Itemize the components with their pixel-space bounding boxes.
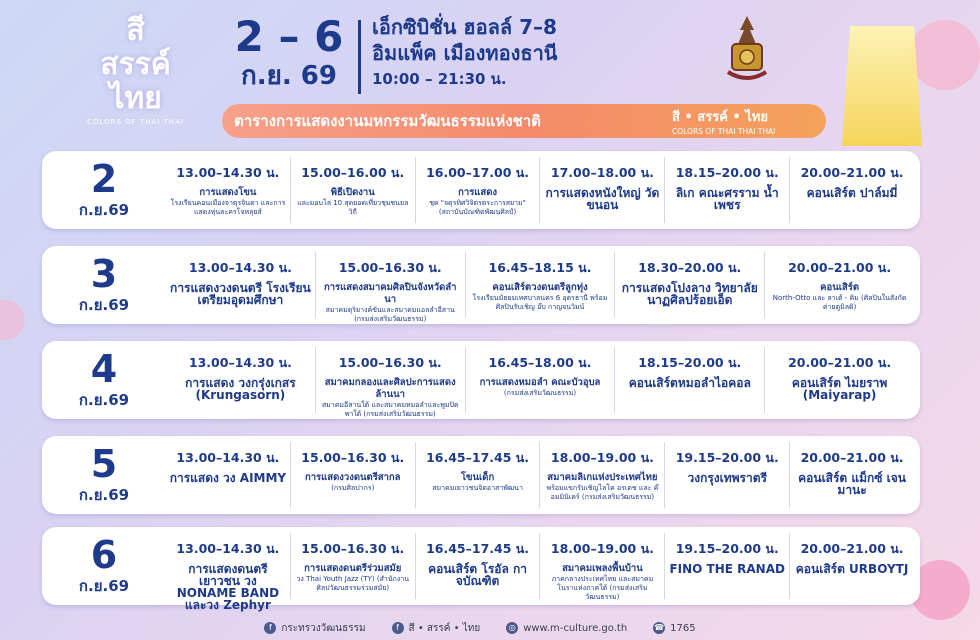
event-title: วงกรุงเทพราตรี xyxy=(687,471,767,485)
event-title: คอนเสิร์ตหมอลำไอคอล xyxy=(628,376,751,390)
event-title: ลิเก คณะศรราม น้ำเพชร xyxy=(675,186,779,212)
event-time: 18.15–20.00 น. xyxy=(638,355,742,370)
day-month: ก.ย.69 xyxy=(78,577,130,595)
event-cell xyxy=(166,533,290,612)
event-cell xyxy=(789,442,914,508)
event-title: การแสดงดนตรีร่วมสมัย xyxy=(304,563,402,574)
event-description: (กรมศิลปากร) xyxy=(331,484,375,492)
facebook-icon: f xyxy=(392,622,404,634)
day-row xyxy=(42,151,920,229)
event-cell xyxy=(539,533,664,599)
event-title: การแสดงวงดนตรี โรงเรียนเตรียมอุดมศึกษา xyxy=(170,281,311,307)
lantern-illustration xyxy=(842,26,922,146)
footer-fb1-label: กระทรวงวัฒนธรรม xyxy=(281,622,366,634)
event-title: คอนเสิร์ต ปาล์มมี่ xyxy=(806,186,898,200)
event-cell xyxy=(789,533,914,599)
day-number: 6 xyxy=(90,533,118,577)
date-range: 2 – 6 xyxy=(234,12,344,61)
event-title: คอนเสิร์ตวงดนตรีลูกทุ่ง xyxy=(492,282,588,293)
event-time: 15.00–16.00 น. xyxy=(301,165,405,180)
event-cell xyxy=(465,252,615,318)
event-description: (กรมส่งเสริมวัฒนธรรม) xyxy=(503,389,577,397)
event-time: 18.15–20.00 น. xyxy=(675,165,779,180)
day-month: ก.ย.69 xyxy=(78,296,130,314)
event-cell xyxy=(664,157,789,223)
day-label xyxy=(42,527,166,605)
event-time: 19.15–20.00 น. xyxy=(675,541,779,556)
event-time: 15.00–16.30 น. xyxy=(301,450,405,465)
day-row xyxy=(42,246,920,324)
event-time: 20.00–21.00 น. xyxy=(800,165,904,180)
day-number: 5 xyxy=(90,442,118,486)
day-number: 3 xyxy=(90,252,118,296)
event-cell xyxy=(764,252,914,318)
event-description: พร้อมแขกรับเชิญไลโค อรเดช และ ค๊อมมินิเคร์ (กรมส่งเสริมวัฒนธรรม) xyxy=(546,484,659,501)
event-time: 20.00–21.00 น. xyxy=(788,260,892,275)
event-cell xyxy=(290,533,415,599)
event-title: การแสดง xyxy=(458,187,498,198)
venue-hours: 10:00 – 21:30 น. xyxy=(372,70,507,88)
event-venue xyxy=(372,14,557,90)
footer-web-label: www.m-culture.go.th xyxy=(523,622,628,634)
day-label xyxy=(42,151,166,229)
event-description: วง Thai Youth Jazz (TY) (สำนักงานศิลปวัฒนธรรมร่วมสมัย) xyxy=(296,575,409,592)
event-cell xyxy=(764,347,914,413)
facebook-icon: f xyxy=(264,622,276,634)
event-title: การแสดงสมาคมศิลปินจังหวัดลำนา xyxy=(323,282,457,305)
event-time: 13.00–14.30 น. xyxy=(176,165,280,180)
event-title: การแสดง วงกรุ่งเกสร (Krungasorn) xyxy=(185,376,296,402)
event-description: สมาคมอีสานใต้ และสมาคมหมอลำและพูมปิดพาใต้ (กรมส่งเสริมวัฒนธรรม) xyxy=(321,401,459,418)
event-time: 15.00–16.30 น. xyxy=(338,260,442,275)
day-number: 2 xyxy=(90,157,118,201)
ministry-emblem-icon xyxy=(722,14,772,86)
event-description: สมาคมดุริยางค์ขันและสมาคมแอลลำอีสาน (กรมส่งเสริมวัฒนธรรม) xyxy=(325,306,455,323)
event-time: 16.45–18.15 น. xyxy=(488,260,592,275)
venue-hall: เอ็กซิบิชั่น ฮอลล์ 7–8 xyxy=(372,15,557,39)
event-cell xyxy=(539,442,664,508)
footer xyxy=(0,616,960,640)
event-time: 18.00–19.00 น. xyxy=(550,450,654,465)
event-title: การแสดง วง AIMMY xyxy=(169,471,287,485)
event-cell xyxy=(539,157,664,223)
footer-facebook-brand[interactable] xyxy=(392,621,481,636)
event-title: การแสดงโปงลาง วิทยาลัยนาฏศิลปร้อยเอ็ด xyxy=(621,281,758,307)
event-cell xyxy=(614,347,764,413)
date-month: ก.ย. 69 xyxy=(241,61,337,91)
event-title: คอนเสิร์ต แม็กซ์ เจนมานะ xyxy=(798,471,906,497)
day-month: ก.ย.69 xyxy=(78,201,130,219)
event-description: และมอบโล่ 10 สุดยอดเที่ยวชุมชนยลวิถี xyxy=(297,199,409,216)
event-title: สมาคมเพลงพื้นบ้าน xyxy=(562,563,643,574)
event-cell xyxy=(614,252,764,318)
event-cell xyxy=(789,157,914,223)
event-title: คอนเสิร์ต xyxy=(820,282,860,293)
decor-flower-left xyxy=(0,300,25,340)
banner-brand-en: COLORS OF THAI THAI THAI xyxy=(672,127,776,136)
event-time: 15.00–16.30 น. xyxy=(338,355,442,370)
event-time: 20.00–21.00 น. xyxy=(800,541,904,556)
day-month: ก.ย.69 xyxy=(78,486,130,504)
event-time: 19.15–20.00 น. xyxy=(675,450,779,465)
event-cell xyxy=(664,442,789,508)
event-title: FINO THE RANAD xyxy=(669,562,785,576)
event-cell xyxy=(290,157,415,223)
logo-line-2: สรรค์ xyxy=(100,47,171,82)
event-time: 16.45–18.00 น. xyxy=(488,355,592,370)
decor-flower-right xyxy=(910,20,980,90)
event-time: 16.45–17.45 น. xyxy=(426,541,530,556)
day-label xyxy=(42,341,166,419)
event-cell xyxy=(315,347,465,418)
event-cell xyxy=(315,252,465,323)
event-time: 20.00–21.00 น. xyxy=(788,355,892,370)
footer-facebook-ministry[interactable] xyxy=(264,621,365,636)
event-time: 16.00–17.00 น. xyxy=(426,165,530,180)
footer-phone[interactable] xyxy=(653,622,695,634)
event-dates xyxy=(230,14,348,92)
event-time: 13.00–14.30 น. xyxy=(188,260,292,275)
event-title: การแสดงดนตรีเยาวชน วง NONAME BAND และวง Zephyr xyxy=(176,562,280,612)
event-cell xyxy=(415,157,540,223)
event-cell xyxy=(166,347,315,413)
event-time: 20.00–21.00 น. xyxy=(800,450,904,465)
day-row xyxy=(42,436,920,514)
logo-line-3: ไทย xyxy=(109,81,162,116)
event-description: โรงเรียนมัธยมเทศบาลนคร 6 อุดรธานี พร้อมศิลปินรับเชิญ อ๊บ กาญจนวิมน์ xyxy=(472,294,608,311)
globe-icon: ◎ xyxy=(506,622,518,634)
venue-location: อิมแพ็ค เมืองทองธานี xyxy=(372,41,558,65)
day-label xyxy=(42,246,166,324)
event-description: ภาคกลางประเทศไทย และสมาคมโนราแห่งภาคใต้ (กรมส่งเสริมวัฒนธรรม) xyxy=(551,575,654,601)
event-time: 16.45–17.45 น. xyxy=(426,450,530,465)
event-title: สมาคมลิเกแห่งประเทศไทย xyxy=(547,472,658,483)
event-title: พิธีเปิดงาน xyxy=(330,187,375,198)
event-cell xyxy=(166,157,290,223)
logo-subtitle: COLORS OF THAI THAI xyxy=(87,118,184,126)
event-cell xyxy=(415,533,540,599)
event-cell xyxy=(465,347,615,413)
event-time: 18.00–19.00 น. xyxy=(550,541,654,556)
festival-logo xyxy=(78,14,193,139)
event-cell xyxy=(415,442,540,508)
event-time: 13.00–14.30 น. xyxy=(176,450,280,465)
day-month: ก.ย.69 xyxy=(78,391,130,409)
event-time: 13.00–14.30 น. xyxy=(188,355,292,370)
event-description: North-Otto และ ลาเต้ - คิม (ศิลปินในสังกัด ค่ายตูมิลดิ) xyxy=(772,294,907,311)
event-cell xyxy=(664,533,789,599)
event-title: สมาคมกลองและศิลปะการแสดงล้านนา xyxy=(324,377,456,400)
event-time: 13.00–14.30 น. xyxy=(176,541,280,556)
event-title: คอนเสิร์ต ไมยราพ (Maiyarap) xyxy=(791,376,888,402)
footer-phone-label: 1765 xyxy=(670,622,696,634)
schedule-banner xyxy=(222,104,826,138)
day-label xyxy=(42,436,166,514)
banner-brand xyxy=(664,106,775,136)
banner-brand-th: สี • สรรค์ • ไทย xyxy=(672,110,768,125)
day-number: 4 xyxy=(90,347,118,391)
event-title: โขนเด็ก xyxy=(460,472,495,483)
banner-title: ตารางการแสดงงานมหกรรมวัฒนธรรมแห่งชาติ xyxy=(234,112,541,130)
day-row xyxy=(42,341,920,419)
event-time: 18.30–20.00 น. xyxy=(638,260,742,275)
day-row xyxy=(42,527,920,612)
logo-line-1: สี xyxy=(126,13,145,48)
event-title: การแสดงหมอลำ คณะบัวอุบล xyxy=(479,377,601,388)
event-description: ชุด "จตุรทิศวิจิตรตระการสยาม" (สถาบันบัณฑิตพัฒนศิลป์) xyxy=(429,199,526,216)
phone-icon: ☎ xyxy=(654,623,665,632)
event-description: สมาคมเยาวชนจิตอาสาพัฒนา xyxy=(432,484,523,492)
footer-website[interactable] xyxy=(506,622,627,634)
header-divider xyxy=(358,20,361,94)
event-description: โรงเรียนคอนเมืองจาตุรจินดา และการแสดงหุ่นละครโจหลุยส์ xyxy=(170,199,286,216)
event-cell xyxy=(290,442,415,508)
event-time: 17.00–18.00 น. xyxy=(550,165,654,180)
event-title: คอนเสิร์ต URBOYTJ xyxy=(795,562,909,576)
event-title: การแสดงวงดนตรีสากล xyxy=(304,472,401,483)
event-title: คอนเสิร์ต โรอัล กาจบัณฑิต xyxy=(428,562,528,588)
event-time: 15.00–16.30 น. xyxy=(301,541,405,556)
event-cell xyxy=(166,252,315,318)
event-title: การแสดงหนังใหญ่ วัดขนอน xyxy=(545,186,660,212)
footer-fb2-label: สี • สรรค์ • ไทย xyxy=(408,622,481,634)
event-cell xyxy=(166,442,290,508)
event-title: การแสดงโขน xyxy=(199,187,257,198)
